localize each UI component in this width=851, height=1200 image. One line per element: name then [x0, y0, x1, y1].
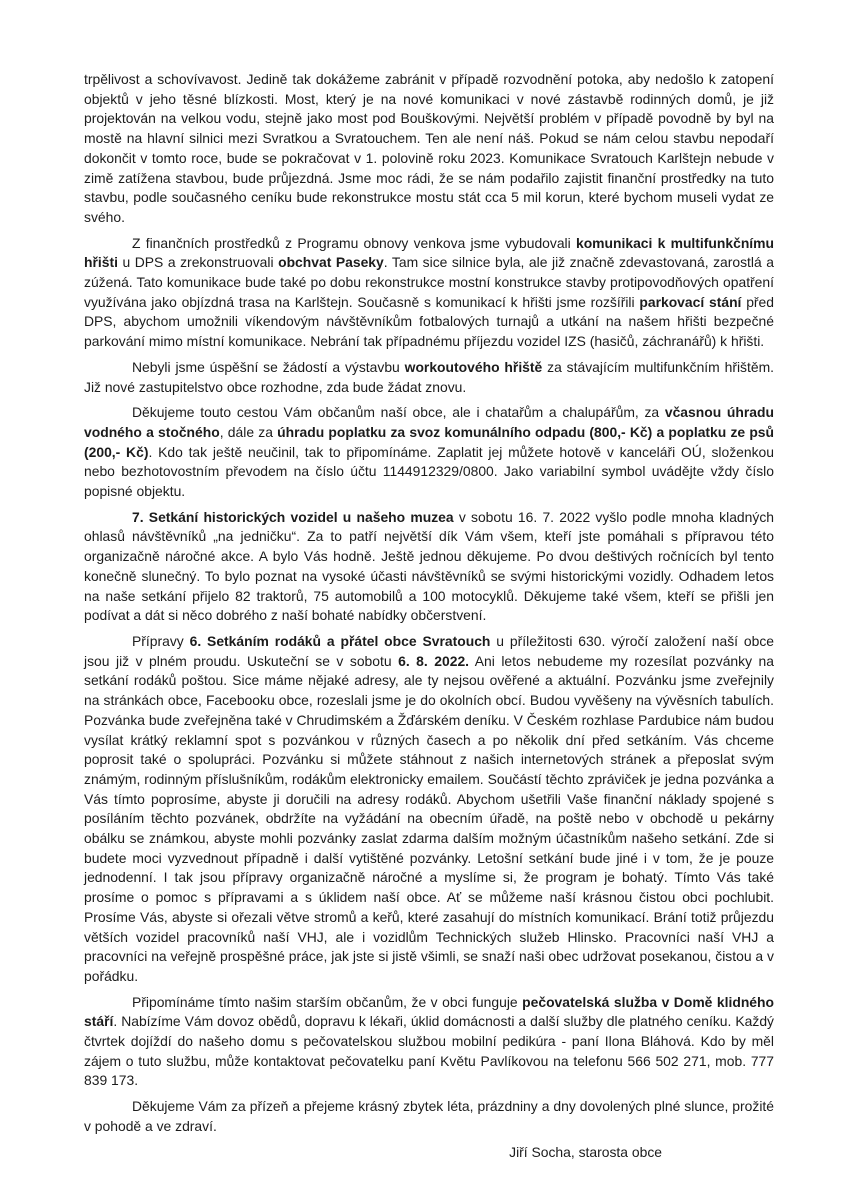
text-segment: . Nabízíme Vám dovoz obědů, dopravu k lékaři, úklid domácnosti a další služby dle platného ceníku. Každý čtvrtek dojíždí do našeho domu s pečovatelskou službou mobilní pedikúra - paní Ilona Bláhová. Kdo by měl zájem o tuto službu, může kontaktovat pečovatelku paní Květu Pavlíkovou na telefonu 566 502 271, mob. 777 839 173. — [84, 1013, 774, 1089]
bold-text: pečovatelská služba v Domě klidného stáří — [84, 993, 775, 1030]
text-segment: Ani letos nebudeme my rozesílat pozvánky na setkání rodáků poštou. Sice máme nějaké adresy, ale ty nejsou ověřené a aktuální. Pozvánku jsme zveřejnily na stránkách obce, Facebooku obce, rozeslali jsme je do okolních obcí. Budou vyvěšeny na vývěsních tabulích. Pozvánka bude zveřejněna také v Chrudimském a Žďárském deníku. V Českém rozhlase Pardubice nám budou vysílat krátký reklamní spot s pozvánkou v různých časech a po několik dní před setkáním. Vás chceme poprosit také o spolupráci. Pozvánku si můžete stáhnout z našich internetových stránek a přeposlat svým známým, rodinným příslušníkům, rodákům elektronicky emailem. Součástí těchto zpráviček je jedna pozvánka a Vás tímto poprosíme, abyste ji doručili na adresy rodáků. Abychom ušetřili Vaše finanční náklady spojené s posíláním těchto pozvánek, obdržíte na vyžádání na obecním úřadě, na poště nebo v obchodě u pekárny obálku se známkou, abyste mohli pozvánky zaslat zdarma dalším možným účastníkům našeho setkání. Zde si budete moci vyzvednout případně i další vytištěné pozvánky. Letošní setkání bude jiné i v tom, že je pouze jednodenní. I tak jsou přípravy organizačně náročné a myslíme si, že program je bohatý. Tímto Vás také prosíme o pomoc s přípravami a s úklidem naší obce. Ať se můžeme naší krásnou čistou obci pochlubit. Prosíme Vás, abyste si ořezali větve stromů a keřů, které zasahují do místních komunikací. Brání totiž průjezdu větších vozidel pracovníků naší VHJ, ale i vozidlům Technických služeb Hlinsko. Pracovníci naší VHJ a pracovníci na veřejně prospěšné práce, jak jste si jistě všimli, se snaží naši obec udržovat posekanou, čistou a v pořádku. — [84, 652, 774, 984]
paragraph-p6 — [84, 632, 774, 987]
text-segment: u DPS a zrekonstruovali — [117, 254, 279, 271]
bold-text: 6. 8. 2022. — [398, 652, 470, 669]
text-segment: Děkujeme touto cestou Vám občanům naší obce, ale i chatařům a chalupářům, za — [132, 404, 665, 421]
paragraph-p8 — [84, 1097, 774, 1136]
bold-text: 6. Setkáním rodáků a přátel obce Svratouch — [189, 632, 491, 649]
bold-text: parkovací stání — [639, 293, 742, 310]
bold-text: 7. Setkání historických vozidel u našeho muzea — [132, 508, 454, 525]
bold-text: obchvat Paseky — [278, 254, 384, 271]
bold-text: úhradu poplatku za svoz komunálního odpadu (800,- Kč) a poplatku ze psů (200,- Kč) — [84, 423, 775, 460]
text-segment: Děkujeme Vám za přízeň a přejeme krásný zbytek léta, prázdniny a dny dovolených plné slunce, prožité v pohodě a ve zdraví. — [84, 1098, 774, 1134]
bold-text: workoutového hřiště — [404, 358, 543, 375]
paragraph-p7 — [84, 993, 774, 1092]
text-segment: , dále za — [219, 423, 278, 440]
document-body — [84, 70, 774, 1137]
text-segment: u příležitosti 630. výročí založení naší obce jsou již v plném proudu. Uskuteční se v sobotu — [84, 632, 775, 669]
text-segment: . Tam sice silnice byla, ale již značně zdevastovaná, zarostlá a zúžená. Tato komunikace bude také po dobu rekonstrukce mostní konstrukce stavby protipovodňových opatření využívána jako objízdná trasa na Karlštejn. Současně s komunikací k hřišti jsme rozšířili — [84, 254, 774, 310]
text-segment: trpělivost a schovívavost. Jedině tak dokážeme zabránit v případě rozvodnění potoka, aby nedošlo k zatopení objektů v jeho těsné blízkosti. Most, který je na nové komunikaci v nové zástavbě rodinných domů, je již projektován na velkou vodu, stejně jako most pod Bouškovými. Největší problém v případě povodně by byl na mostě na hlavní silnici mezi Svratkou a Svratouchem. Ten ale není náš. Pokud se nám celou stavbu nepodaří dokončit v tomto roce, bude se pokračovat v 1. polovině roku 2023. Komunikace Svratouch Karlštejn nebude v zimě zatížena stavbou, bude průjezdná. Jsme moc rádi, že se nám podařilo zajistit finanční prostředky na tuto stavbu, podle současného ceníku bude rekonstrukce mostu stát cca 5 mil korun, které bychom museli vydat ze svého. — [84, 71, 774, 225]
paragraph-p1 — [84, 70, 774, 228]
text-segment: v sobotu 16. 7. 2022 vyšlo podle mnoha kladných ohlasů návštěvníků „na jedničku“. Za to patří největší dík Vám všem, kteří jste pomáhali s přípravou této organizačně náročné akce. A bylo Vás hodně. Ještě jednou děkujeme. Po dvou deštivých ročnících byl tento konečně slunečný. To bylo poznat na vysoké účasti návštěvníků se svými historickými vozidly. Odhadem letos na naše setkání přijelo 82 traktorů, 75 automobilů a 100 motocyklů. Děkujeme také všem, kteří se přišli jen podívat a dát si něco dobrého z naší bohaté nabídky občerstvení. — [84, 508, 774, 624]
text-segment: před DPS, abychom umožnili víkendovým návštěvníkům fotbalových turnajů a utkání na našem hřišti bezpečné parkování mimo místní komunikace. Nebrání tak případnému příjezdu vozidel IZS (hasičů, záchranářů) k hřišti. — [84, 293, 774, 350]
text-segment: Připomínáme tímto našim starším občanům, že v obci funguje — [132, 993, 523, 1010]
paragraph-p5 — [84, 508, 774, 626]
text-segment: Přípravy — [132, 632, 190, 649]
paragraph-p2 — [84, 234, 774, 352]
text-segment: . Kdo tak ještě neučinil, tak to připomínáme. Zaplatit jej můžete hotově v kanceláři OÚ, složenkou nebo bezhotovostním převodem na číslo účtu 1144912329/0800. Jako variabilní symbol uvádějte vždy číslo popisné objektu. — [84, 443, 775, 500]
paragraph-p3 — [84, 358, 774, 397]
text-segment: Z finančních prostředků z Programu obnovy venkova jsme vybudovali — [132, 234, 576, 251]
signature: Jiří Socha, starosta obce — [509, 1143, 662, 1160]
text-segment: za stávajícím multifunkčním hřištěm. Již nové zastupitelstvo obce rozhodne, zda bude žádat znovu. — [84, 358, 775, 395]
document-page — [84, 70, 774, 1168]
paragraph-p4 — [84, 403, 774, 502]
bold-text: komunikaci k multifunkčnímu hřišti — [84, 234, 774, 271]
bold-text: včasnou úhradu vodného a stočného — [84, 404, 774, 440]
text-segment: Nebyli jsme úspěšní se žádostí a výstavbu — [132, 358, 405, 375]
